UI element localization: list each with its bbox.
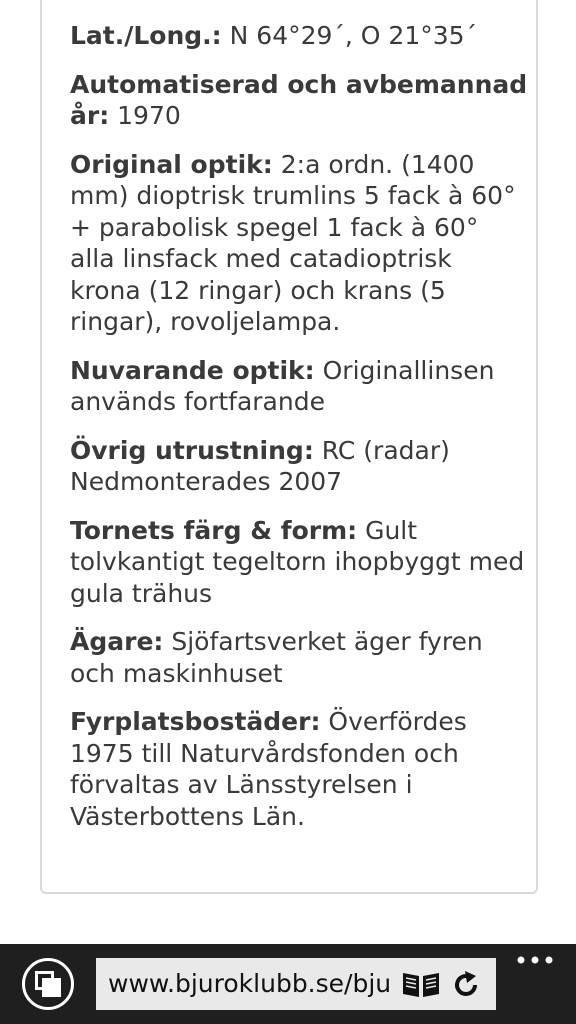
info-value: Gult tolvkantigt tegeltorn ihopbyggt med gula trähus	[70, 515, 525, 608]
lighthouse-info-list	[70, 20, 530, 849]
info-label: Övrig utrustning:	[70, 435, 314, 465]
info-label: Fyrplatsbostäder:	[70, 707, 321, 736]
info-value: Originallinsen används fortfarande	[70, 355, 495, 416]
more-icon[interactable]	[516, 952, 554, 968]
info-entry-tower-color-form	[70, 515, 530, 610]
info-label: Automatiserad och avbemannad år:	[70, 69, 528, 130]
url-text[interactable]: www.bjuroklubb.se/bju	[108, 969, 392, 998]
info-value: N 64°29´, O 21°35´	[229, 21, 478, 50]
info-label: Original optik:	[70, 149, 273, 179]
info-value: Sjöfartsverket äger fyren och maskinhuset	[70, 627, 483, 688]
tabs-icon	[35, 971, 61, 997]
info-value: RC (radar) Nedmonterades 2007	[70, 435, 450, 496]
info-entry-other-equipment	[70, 435, 530, 498]
info-label: Ägare:	[70, 627, 164, 656]
info-entry-automated-year	[70, 69, 530, 132]
reading-view-icon[interactable]	[401, 970, 441, 1000]
info-entry-residences	[70, 706, 530, 832]
info-entry-original-optics	[70, 149, 530, 338]
info-entry-current-optics	[70, 355, 530, 418]
info-value: 1970	[117, 101, 181, 130]
info-label: Nuvarande optik:	[70, 355, 315, 385]
info-entry-owner	[70, 626, 530, 689]
info-label: Tornets färg & form:	[70, 515, 358, 545]
refresh-icon[interactable]	[451, 969, 483, 1001]
address-bar[interactable]	[96, 958, 496, 1010]
browser-app-bar	[0, 944, 576, 1024]
tabs-button[interactable]	[22, 958, 74, 1010]
info-value: Överfördes 1975 till Naturvårdsfonden och förvaltas av Länsstyrelsen i Västerbottens Län.	[70, 707, 467, 831]
info-value: 2:a ordn. (1400 mm) dioptrisk trumlins 5 fack à 60° + parabolisk spegel 1 fack à 60° alla linsfack med catadioptrisk krona (12 ringar) och krans (5 ringar), rovoljelampa.	[70, 149, 516, 336]
info-label: Lat./Long.:	[70, 21, 222, 50]
info-entry-lat-long	[70, 20, 530, 52]
